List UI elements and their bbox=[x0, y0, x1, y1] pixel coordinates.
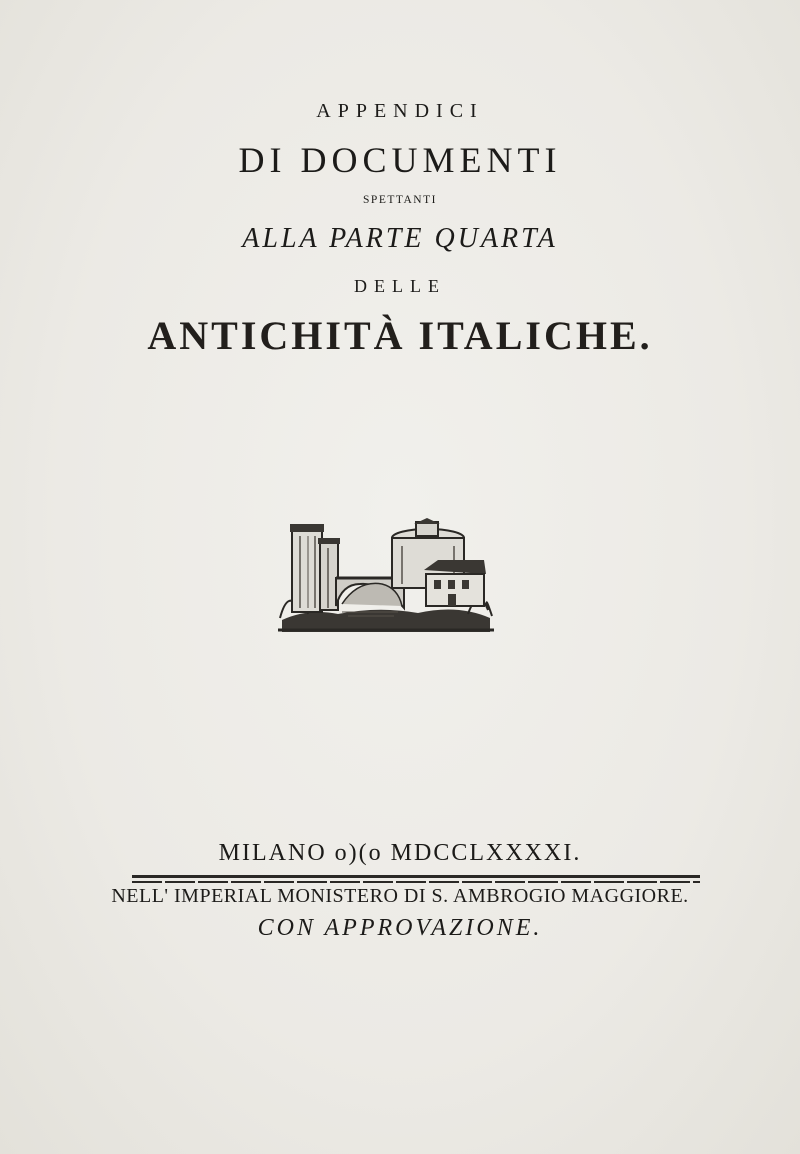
title-line-parte-quarta: ALLA PARTE QUARTA bbox=[242, 223, 558, 254]
title-line-appendici: APPENDICI bbox=[316, 100, 484, 122]
imprint-city-date: MILANO o)(o MDCCLXXXXI. bbox=[218, 840, 582, 866]
woodcut-castle-bridge-icon bbox=[278, 518, 494, 636]
broken-rule bbox=[132, 881, 700, 883]
title-line-antichita: ANTICHITÀ ITALICHE. bbox=[147, 313, 653, 358]
title-line-spettanti: SPETTANTI bbox=[363, 194, 437, 206]
title-line-delle: DELLE bbox=[354, 276, 446, 296]
imprint-printer: NELL' IMPERIAL MONISTERO DI S. AMBROGIO MAGGIORE. bbox=[111, 885, 689, 907]
title-line-documenti: DI DOCUMENTI bbox=[238, 140, 562, 180]
imprint-approval: CON APPROVAZIONE. bbox=[257, 915, 543, 941]
double-rule bbox=[132, 875, 700, 878]
